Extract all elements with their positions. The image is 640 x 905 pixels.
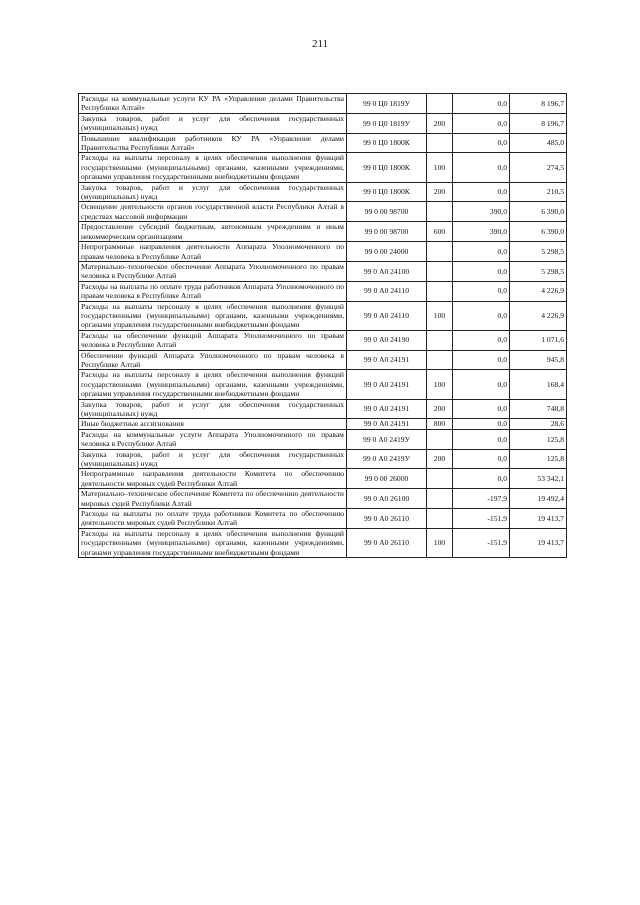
row-change-amount: 0,0 [453,182,510,202]
table-row [79,429,567,449]
row-name: Обеспечение функций Аппарата Уполномоченного по правам человека в Республике Алтай [79,350,347,370]
row-name: Расходы на коммунальные услуги Аппарата Уполномоченного по правам человека в Республике Алтай [79,429,347,449]
row-change-amount: 0,0 [453,330,510,350]
row-change-amount: 390,0 [453,202,510,222]
row-target-code: 99 0 00 26000 [347,469,427,489]
row-name: Расходы на выплаты персоналу в целях обеспечения выполнения функций государственными (муниципальными) органами, казенными учреждениями, органами управления государственными внебюджетными фондами [79,370,347,399]
row-change-amount: -197,9 [453,489,510,509]
table-row [79,489,567,509]
table-row [79,242,567,262]
row-name: Расходы на выплаты по оплате труда работников Аппарата Уполномоченного по правам человека в Республике Алтай [79,281,347,301]
row-change-amount: 0,0 [453,281,510,301]
row-total-amount: 125,8 [510,429,567,449]
row-name: Расходы на выплаты по оплате труда работников Комитета по обеспечению деятельности мировых судей Республики Алтай [79,509,347,529]
row-target-code: 99 0 00 24000 [347,242,427,262]
row-expense-type: 800 [427,419,453,429]
table-row [79,301,567,330]
row-expense-type [427,330,453,350]
table-row [79,113,567,133]
row-name: Непрограммные направления деятельности Аппарата Уполномоченного по правам человека в Республике Алтай [79,242,347,262]
row-total-amount: 274,5 [510,153,567,182]
row-target-code: 99 0 А0 24191 [347,399,427,419]
row-target-code: 99 0 Ц0 1800К [347,153,427,182]
row-change-amount: -151,9 [453,509,510,529]
row-target-code: 99 0 00 98700 [347,222,427,242]
table-row [79,153,567,182]
row-name: Иные бюджетные ассигнования [79,419,347,429]
row-name: Закупка товаров, работ и услуг для обеспечения государственных (муниципальных) нужд [79,113,347,133]
row-expense-type: 100 [427,370,453,399]
row-total-amount: 945,8 [510,350,567,370]
row-expense-type [427,202,453,222]
row-target-code: 99 0 Ц0 1800К [347,133,427,153]
table-row [79,330,567,350]
row-total-amount: 8 196,7 [510,113,567,133]
row-expense-type: 600 [427,222,453,242]
row-expense-type [427,133,453,153]
row-change-amount: 0,0 [453,399,510,419]
row-expense-type: 200 [427,182,453,202]
row-target-code: 99 0 А0 26100 [347,489,427,509]
row-expense-type [427,469,453,489]
row-name: Материально–техническое обеспечение Комитета по обеспечению деятельности мировых судей Республики Алтай [79,489,347,509]
row-name: Расходы на выплаты персоналу в целях обеспечения выполнения функций государственными (муниципальными) органами, казенными учреждениями, органами управления государственными внебюджетными фондами [79,301,347,330]
table-row [79,509,567,529]
row-total-amount: 6 390,0 [510,202,567,222]
table-row [79,350,567,370]
row-expense-type: 200 [427,449,453,469]
row-total-amount: 5 298,5 [510,242,567,262]
row-change-amount: 0,0 [453,419,510,429]
row-expense-type: 200 [427,113,453,133]
row-change-amount: 0,0 [453,133,510,153]
table-row [79,449,567,469]
row-name: Расходы на выплаты персоналу в целях обеспечения выполнения функций государственными (муниципальными) органами, казенными учреждениями, органами управления государственными внебюджетными фондами [79,153,347,182]
row-total-amount: 28,6 [510,419,567,429]
row-expense-type [427,509,453,529]
row-target-code: 99 0 А0 24100 [347,261,427,281]
row-change-amount: 0,0 [453,469,510,489]
row-total-amount: 5 298,5 [510,261,567,281]
row-total-amount: 4 226,9 [510,301,567,330]
table-row [79,399,567,419]
row-expense-type [427,242,453,262]
row-name: Освещение деятельности органов государственной власти Республики Алтай в средствах массовой информации [79,202,347,222]
row-change-amount: 390,0 [453,222,510,242]
row-name: Расходы на выплаты персоналу в целях обеспечения выполнения функций государственными (муниципальными) органами, казенными учреждениями, органами управления государственными внебюджетными фондами [79,528,347,557]
row-total-amount: 8 196,7 [510,94,567,114]
row-name: Расходы на обеспечение функций Аппарата Уполномоченного по правам человека в Республике Алтай [79,330,347,350]
row-expense-type [427,489,453,509]
table-row [79,281,567,301]
row-expense-type: 100 [427,528,453,557]
row-expense-type: 200 [427,399,453,419]
row-change-amount: 0,0 [453,429,510,449]
row-expense-type [427,261,453,281]
page-number: 211 [311,38,329,50]
row-total-amount: 53 342,1 [510,469,567,489]
row-change-amount: 0,0 [453,370,510,399]
row-name: Закупка товаров, работ и услуг для обеспечения государственных (муниципальных) нужд [79,182,347,202]
row-target-code: 99 0 А0 24191 [347,370,427,399]
row-target-code: 99 0 Ц0 1819У [347,113,427,133]
row-target-code: 99 0 А0 24110 [347,281,427,301]
row-total-amount: 748,8 [510,399,567,419]
row-name: Закупка товаров, работ и услуг для обеспечения государственных (муниципальных) нужд [79,399,347,419]
row-target-code: 99 0 А0 24110 [347,301,427,330]
row-change-amount: -151,9 [453,528,510,557]
row-total-amount: 4 226,9 [510,281,567,301]
row-target-code: 99 0 А0 24191 [347,419,427,429]
row-target-code: 99 0 А0 2419У [347,429,427,449]
row-expense-type [427,350,453,370]
row-target-code: 99 0 А0 26110 [347,528,427,557]
row-change-amount: 0,0 [453,449,510,469]
row-total-amount: 168,4 [510,370,567,399]
table-row [79,419,567,429]
table-row [79,528,567,557]
table-row [79,94,567,114]
table-row [79,182,567,202]
row-target-code: 99 0 А0 24191 [347,350,427,370]
row-total-amount: 19 413,7 [510,528,567,557]
row-total-amount: 19 492,4 [510,489,567,509]
table-row [79,370,567,399]
row-expense-type [427,281,453,301]
row-expense-type: 100 [427,153,453,182]
row-expense-type [427,94,453,114]
row-target-code: 99 0 Ц0 1800К [347,182,427,202]
row-target-code: 99 0 00 98700 [347,202,427,222]
row-target-code: 99 0 А0 2419У [347,449,427,469]
row-change-amount: 0,0 [453,242,510,262]
row-target-code: 99 0 Ц0 1819У [347,94,427,114]
row-name: Расходы на коммунальные услуги КУ РА «Управление делами Правительства Республики Алтай» [79,94,347,114]
row-total-amount: 125,8 [510,449,567,469]
row-change-amount: 0,0 [453,301,510,330]
row-total-amount: 6 390,0 [510,222,567,242]
row-change-amount: 0,0 [453,113,510,133]
row-expense-type [427,429,453,449]
row-change-amount: 0,0 [453,153,510,182]
row-name: Повышение квалификации работников КУ РА «Управление делами Правительства Республики Алтай» [79,133,347,153]
budget-table [78,93,567,558]
row-name: Закупка товаров, работ и услуг для обеспечения государственных (муниципальных) нужд [79,449,347,469]
row-total-amount: 19 413,7 [510,509,567,529]
row-name: Предоставление субсидий бюджетным, автономным учреждениям и иным некоммерческим организациям [79,222,347,242]
row-target-code: 99 0 А0 24190 [347,330,427,350]
row-total-amount: 210,5 [510,182,567,202]
row-target-code: 99 0 А0 26110 [347,509,427,529]
row-total-amount: 485,0 [510,133,567,153]
table-row [79,222,567,242]
row-change-amount: 0,0 [453,261,510,281]
row-total-amount: 1 071,6 [510,330,567,350]
table-row [79,469,567,489]
row-name: Материально–техническое обеспечение Аппарата Уполномоченного по правам человека в Республике Алтай [79,261,347,281]
row-expense-type: 100 [427,301,453,330]
row-change-amount: 0,0 [453,350,510,370]
table-row [79,133,567,153]
row-name: Непрограммные направления деятельности Комитета по обеспечению деятельности мировых судей Республики Алтай [79,469,347,489]
table-row [79,261,567,281]
row-change-amount: 0,0 [453,94,510,114]
table-row [79,202,567,222]
